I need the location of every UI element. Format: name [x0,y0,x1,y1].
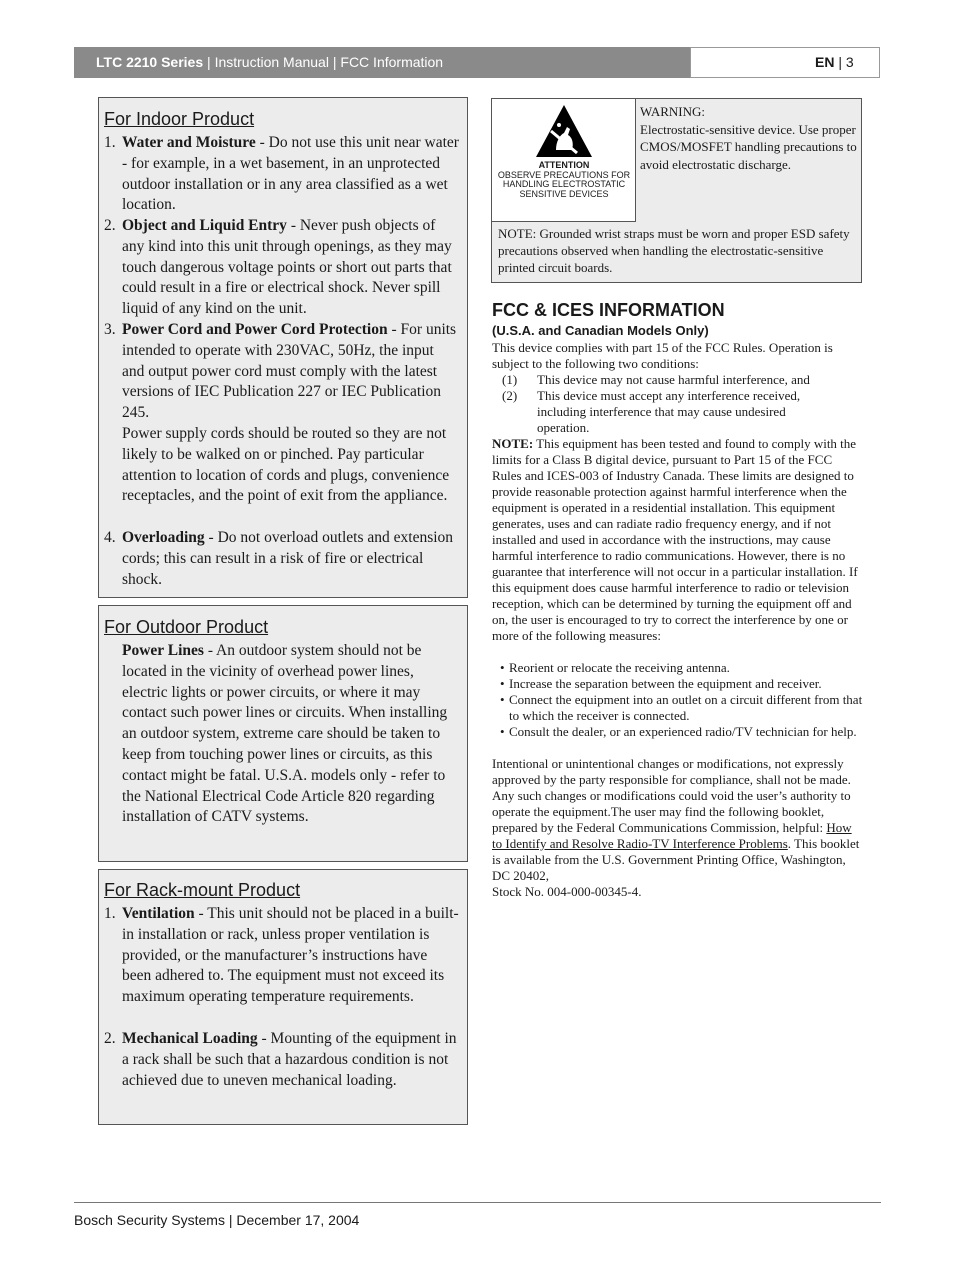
outdoor-paragraph [104,641,459,828]
footer-text: Bosch Security Systems | December 17, 2004 [74,1212,360,1228]
esd-label [496,161,632,200]
item-term: Power Lines [122,642,204,659]
header-manual: Instruction Manual [214,54,329,70]
list-item [104,528,459,590]
fcc-closing [492,756,864,900]
item-text: - This unit should not be placed in a built-in installation or rack, unless proper ventilation is provided, or the manufacturer’s instructions have been adhered to. The equipment must not exceed its maximum operating temperature requirements. [122,905,459,1006]
item-term: Mechanical Loading [122,1030,258,1047]
page-number: | 3 [834,54,854,70]
stock-number: Stock No. 004-000-00345-4. [492,884,642,899]
item-number: 2. [104,1030,116,1047]
esd-warning-text [640,103,858,173]
fcc-intro: This device complies with part 15 of the FCC Rules. Operation is subject to the following two conditions: [492,340,833,371]
item-text: - Never push objects of any kind into this unit through openings, as they may touch dangerous voltage points or short out parts that could result in a fire or electrical shock. Never spill liquid of any kind on the unit. [122,217,452,318]
header-sep: | [203,54,215,70]
header-series: LTC 2210 Series [96,54,204,70]
measures-intro: more of the following measures: [492,628,661,643]
rack-mount-product-box [98,869,468,1125]
note-label: NOTE: [492,436,534,451]
item-text: - An outdoor system should not be located in the vicinity of overhead power lines, electric lights or power circuits, or where it may contact such power lines or circuits. When installing an outdoor system, extreme care should be taken to keep from touching power lines or circuits, as this contact might be fatal. U.S.A. models only - refer to the National Electrical Code Article 820 regarding installation of CATV systems. [122,642,448,826]
item-term: Overloading [122,529,205,546]
language-code: EN [815,54,835,70]
list-item [104,216,459,320]
booklet-title: How to Identify and Resolve Radio-TV Interference Problems [492,820,852,851]
list-item [104,320,459,507]
item-text: - Do not overload outlets and extension cords; this can result in a risk of fire or electrical shock. [122,529,454,588]
measure-item: • Increase the separation between the equipment and receiver. [500,676,864,692]
condition-item [492,388,864,436]
condition-text: This device may not cause harmful interference, and [537,372,810,387]
esd-warning-icon [534,103,594,159]
esd-warning-box [491,98,862,283]
item-term: Object and Liquid Entry [122,217,287,234]
condition-number: (1) [502,372,518,387]
measure-item: • Connect the equipment into an outlet on a circuit different from that to which the receiver is connected. [500,692,863,723]
item-number: 3. [104,321,116,338]
condition-item [492,372,864,388]
item-text: - Mounting of the equipment in a rack shall be such that a hazardous condition is not achieved due to uneven mechanical loading. [122,1030,457,1089]
item-term: Ventilation [122,905,195,922]
item-number: 1. [104,905,116,922]
list-item [104,133,459,216]
condition-text: This device must accept any interference received, including interference that may cause undesired operation. [537,388,801,435]
header-bar [74,47,690,78]
item-number: 1. [104,134,116,151]
fcc-subtitle: (U.S.A. and Canadian Models Only) [492,323,709,338]
item-term: Power Cord and Power Cord Protection [122,321,388,338]
measure-text: Reorient or relocate the receiving antenna. [509,660,730,675]
esd-note: NOTE: Grounded wrist straps must be worn and proper ESD safety precautions observed when handling the electrostatic-sensitive printed circuit boards. [498,226,850,275]
item-number: 2. [104,217,116,234]
item-extra-text: Power supply cords should be routed so they are not likely to be walked on or pinched. Pay particular attention to location of cords and plugs, convenience receptacles, and the point of exit from the appliance. [122,424,450,505]
measure-item: • Reorient or relocate the receiving antenna. [500,660,864,676]
footer-divider [74,1202,881,1203]
esd-precautions-text: OBSERVE PRECAUTIONS FOR HANDLING ELECTROSTATIC SENSITIVE DEVICES [497,169,631,200]
header-section: FCC Information [340,54,444,70]
warning-title: WARNING: [640,104,705,119]
header-page-box [690,47,880,78]
closing-text-end: . This booklet is available from the U.S. Government Printing Office, Washington, DC 20402, [492,836,860,883]
measure-text: Consult the dealer, or an experienced radio/TV technician for help. [509,724,857,739]
measure-text: Increase the separation between the equipment and receiver. [509,676,822,691]
measure-text: Connect the equipment into an outlet on a circuit different from that to which the receiver is connected. [509,692,863,723]
item-text: - For units intended to operate with 230VAC, 50Hz, the input and output power cord must comply with the latest versions of IEC Publication 227 or IEC Publication 245. [122,321,457,422]
list-item [104,904,459,1008]
outdoor-product-box [98,605,468,862]
item-text: - Do not use this unit near water - for example, in a wet basement, in an unprotected outdoor installation or in any area classified as a wet location. [122,134,459,214]
header-sep: | [328,54,341,70]
indoor-title: For Indoor Product [104,109,255,129]
condition-number: (2) [502,388,518,403]
fcc-title: FCC & ICES INFORMATION [492,300,725,320]
warning-body: Electrostatic-sensitive device. Use proper CMOS/MOSFET handling precautions to avoid electrostatic discharge. [640,121,857,172]
closing-text: Intentional or unintentional changes or modifications, not expressly approved by the party responsible for compliance, shall not be made. Any such changes or modifications could void the user’s authority to operate the equipment.The user may find the following booklet, prepared by the Federal Communications Commission, helpful: [492,756,851,835]
rack-title: For Rack-mount Product [104,880,301,900]
list-item [104,1029,459,1091]
measure-item: • Consult the dealer, or an experienced radio/TV technician for help. [500,724,864,740]
item-term: Water and Moisture [122,134,256,151]
fcc-note [492,436,864,644]
outdoor-title: For Outdoor Product [104,617,269,637]
esd-symbol-panel [492,99,636,222]
item-number: 4. [104,529,116,546]
esd-attention-text: ATTENTION [538,160,590,170]
indoor-product-box [98,97,468,598]
note-text: This equipment has been tested and found to comply with the limits for a Class B digital device, pursuant to Part 15 of the FCC Rules and ICES-003 of Industry Canada. These limits are designed to provide reasonable protection against harmful interference when the equipment is operated in a residential installation. This equipment generates, uses and can radiate radio frequency energy, and if not installed and used in accordance with the instructions, may cause harmful interference to radio communications. However, there is no guarantee that interference will not occur in a particular installation. If this equipment does cause harmful interference to radio or television reception, which can be determined by turning the equipment off and on, the user is encouraged to try to correct the interference by one or [492,436,858,627]
